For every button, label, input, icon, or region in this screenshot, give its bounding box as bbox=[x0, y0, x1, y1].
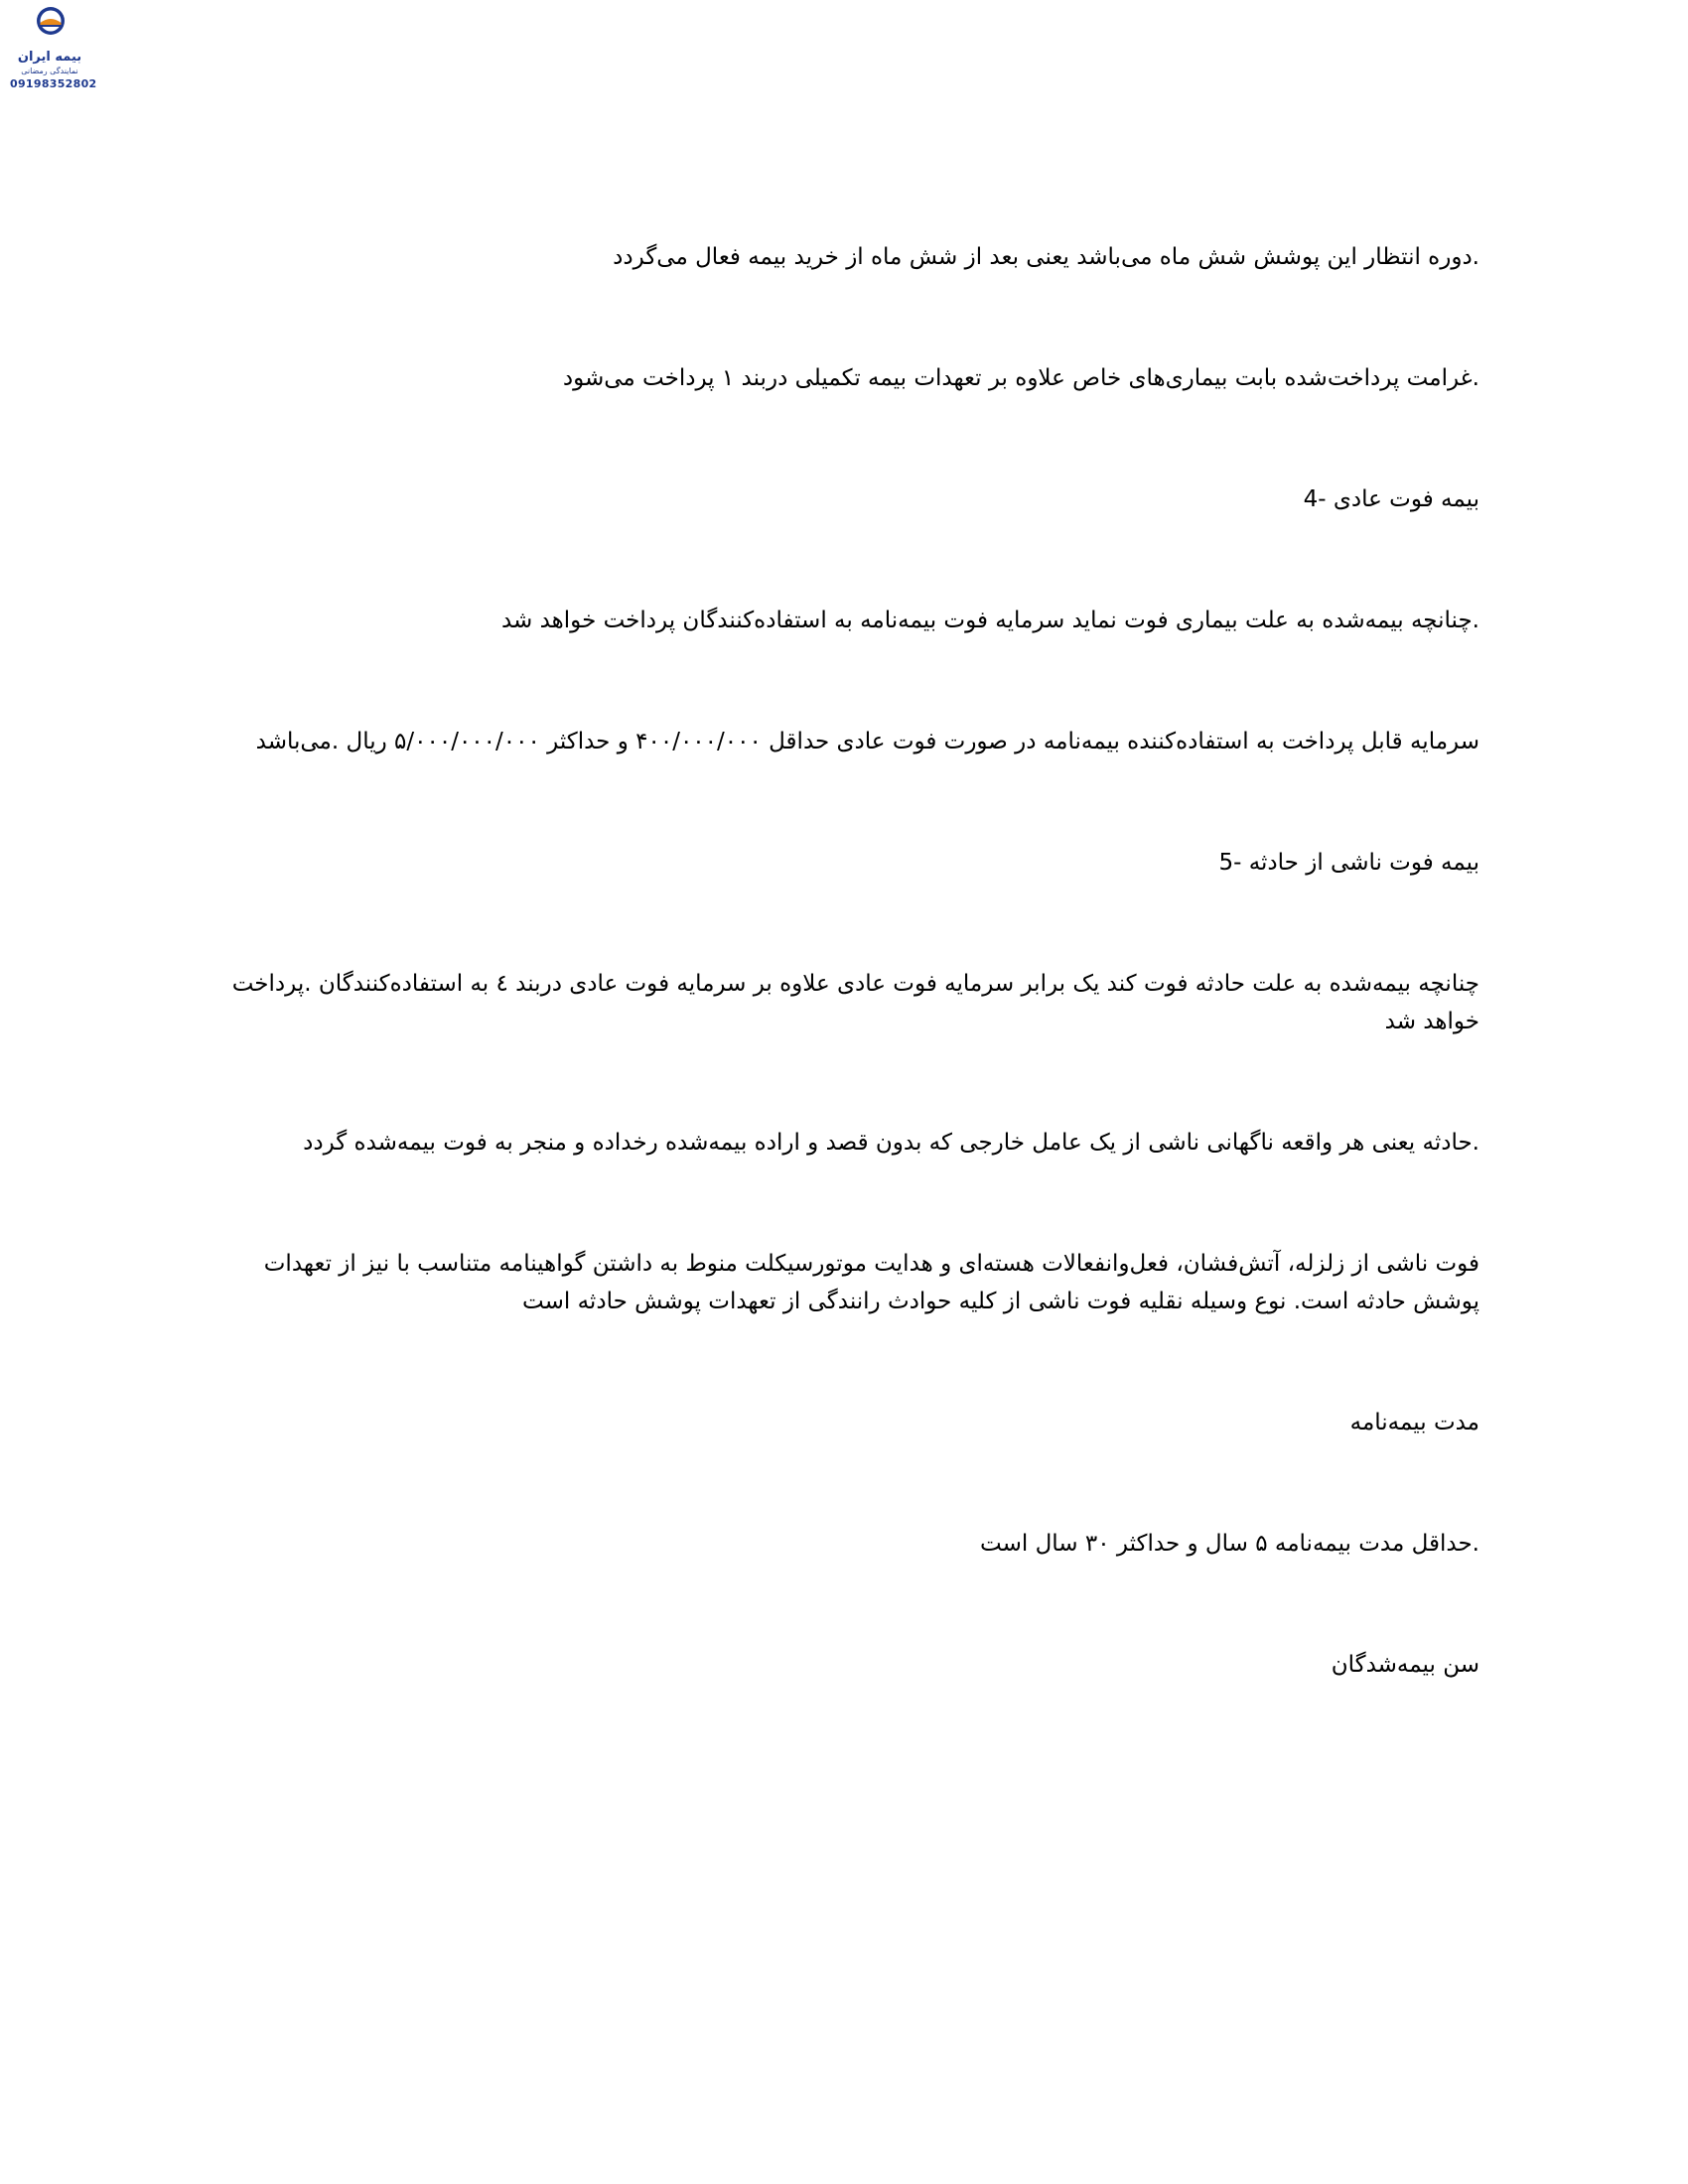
paragraph-waiting-period: .دوره انتظار این پوشش شش ماه می‌باشد یعنی بعد از شش ماه از خرید بیمه فعال می‌گردد bbox=[613, 244, 1479, 270]
paragraph-accidental-death-benefit: چنانچه بیمه‌شده به علت حادثه فوت کند یک برابر سرمایه فوت عادی علاوه بر سرمایه فوت عادی دربند ٤ به استفاده‌کنندگان .پرداخت خواهد شد bbox=[231, 971, 1479, 1034]
sun-emblem-icon bbox=[36, 6, 66, 36]
paragraph-special-illness-compensation: .غرامت پرداخت‌شده بابت بیماری‌های خاص علاوه بر تعهدات بیمه تکمیلی دربند ۱ پرداخت می‌شود bbox=[562, 365, 1479, 391]
heading-policy-duration: مدت بیمه‌نامه bbox=[1349, 1410, 1479, 1435]
logo-phone-number: 09198352802 bbox=[10, 77, 97, 90]
heading-insured-age: سن بیمه‌شدگان bbox=[1331, 1652, 1479, 1678]
paragraph-accident-coverage-scope: فوت ناشی از زلزله، آتش‌فشان، فعل‌وانفعالات هسته‌ای و هدایت موتورسیکلت منوط به داشتن گواهینامه متناسب با نیز از تعهدات پوشش حادثه است. نوع وسیله نقلیه فوت ناشی از کلیه حوادث رانندگی از تعهدات پوشش حادثه است bbox=[263, 1251, 1479, 1314]
paragraph-natural-death-benefit: .چنانچه بیمه‌شده به علت بیماری فوت نماید سرمایه فوت بیمه‌نامه به استفاده‌کنندگان پرداخت خواهد شد bbox=[500, 608, 1479, 633]
company-logo bbox=[10, 6, 97, 91]
paragraph-policy-duration-range: .حداقل مدت بیمه‌نامه ۵ سال و حداکثر ۳۰ سال است bbox=[980, 1531, 1479, 1557]
paragraph-death-capital-range: سرمایه قابل پرداخت به استفاده‌کننده بیمه‌نامه در صورت فوت عادی حداقل ۴۰۰/۰۰۰/۰۰۰ و حداکثر ۵/۰۰۰/۰۰۰/۰۰۰ ریال .می‌باشد bbox=[255, 729, 1479, 754]
paragraph-accident-definition: .حادثه یعنی هر واقعه ناگهانی ناشی از یک عامل خارجی که بدون قصد و اراده بیمه‌شده رخداده و منجر به فوت بیمه‌شده گردد bbox=[303, 1130, 1479, 1156]
logo-brand-name: بیمه ایران bbox=[17, 50, 82, 65]
heading-natural-death-insurance: بیمه فوت عادی -4 bbox=[1303, 486, 1479, 512]
document-body bbox=[228, 238, 1479, 1684]
logo-agency-subtitle: نمایندگی رمضانی bbox=[21, 67, 78, 75]
heading-accidental-death-insurance: بیمه فوت ناشی از حادثه -5 bbox=[1218, 850, 1479, 876]
